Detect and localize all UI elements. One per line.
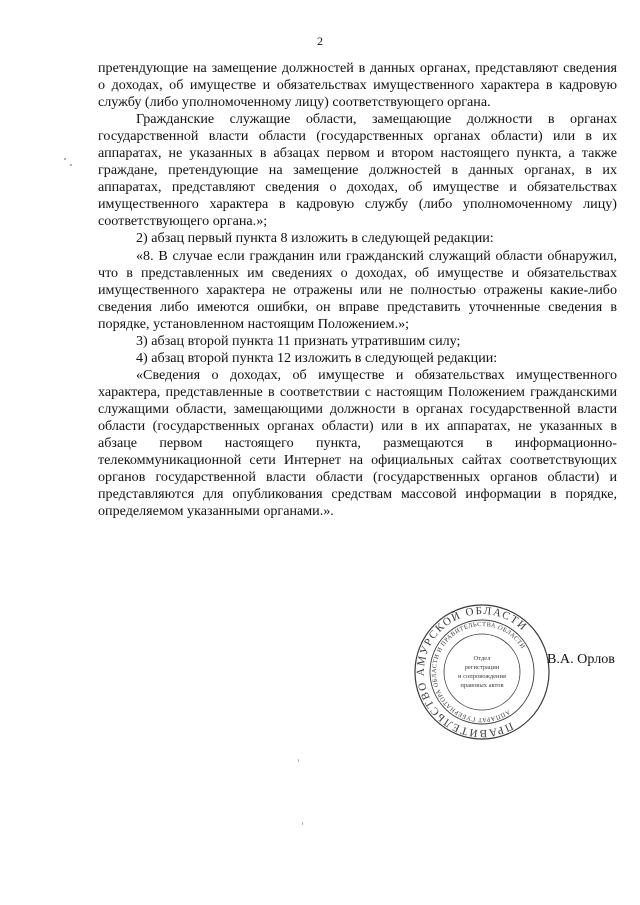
paragraph-6: 4) абзац второй пункта 12 изложить в следующей редакции:: [136, 349, 498, 366]
paragraph-4: «8. В случае если гражданин или гражданский служащий области обнаружил, что в представленных им сведениях о доходах, об имуществе и обязательствах имущественного характера не отражены или не полностью отражены какие-либо сведения либо имеются ошибки, он вправе представить уточненные сведения в порядке, установленном настоящим Положением.»;: [98, 247, 617, 332]
seal-outer-text: ПРАВИТЕЛЬСТВО АМУРСКОЙ ОБЛАСТИ: [414, 604, 530, 740]
paragraph-1: претендующие на замещение должностей в данных органах, представляют сведения о доходах, об имуществе и обязательствах имущественного характера в кадровую службу (либо уполномоченному лицу) соответствующего органа.: [98, 60, 617, 111]
paragraph-2: Гражданские служащие области, замещающие должности в органах государственной власти области (государственных органах области) или в их аппаратах, не указанных в абзацах первом и втором настоящего пункта, а также граждане, претендующие на замещение должностей в данных органах, в их аппаратах, представляют сведения о доходах, об имуществе и обязательствах имущественного характера в кадровую службу (либо уполномоченному лицу) соответствующего органа.»;: [98, 111, 617, 230]
scan-speck: [302, 822, 303, 825]
official-seal: [413, 603, 551, 741]
seal-center-line-4: правовых актов: [460, 682, 504, 689]
seal-center-line-2: регистрации: [464, 664, 500, 671]
signature-name: В.А. Орлов: [547, 651, 615, 667]
seal-center-line-3: и сопровождения: [458, 673, 506, 680]
seal-center-line-1: Отдел: [473, 655, 491, 662]
page-number: 2: [317, 34, 323, 48]
scan-speck: [70, 164, 72, 166]
scan-speck: [298, 759, 299, 762]
document-body: [98, 60, 617, 520]
paragraph-5: 3) абзац второй пункта 11 признать утратившим силу;: [136, 332, 461, 349]
seal-inner-text: АППАРАТ ГУБЕРНАТОРА ОБЛАСТИ И ПРАВИТЕЛЬСТВА ОБЛАСТИ: [430, 620, 527, 724]
svg-text:АППАРАТ ГУБЕРНАТОРА ОБЛАСТИ И: [413, 603, 551, 741]
paragraph-3: 2) абзац первый пункта 8 изложить в следующей редакции:: [136, 230, 494, 247]
paragraph-7: «Сведения о доходах, об имуществе и обязательствах имущественного характера, представленные в соответствии с настоящим Положением гражданскими служащими области, замещающими должности в органах государственной власти области (государственных органах области) или в их аппаратах, не указанных в абзаце первом настоящего пункта, размещаются в информационно-телекоммуникационной сети Интернет на официальных сайтах соответствующих органов государственной власти области (государственных органов области) и представляются для опубликования средствам массовой информации в порядке, определяемом указанными органами.».: [98, 366, 617, 520]
scan-speck: [64, 158, 66, 160]
